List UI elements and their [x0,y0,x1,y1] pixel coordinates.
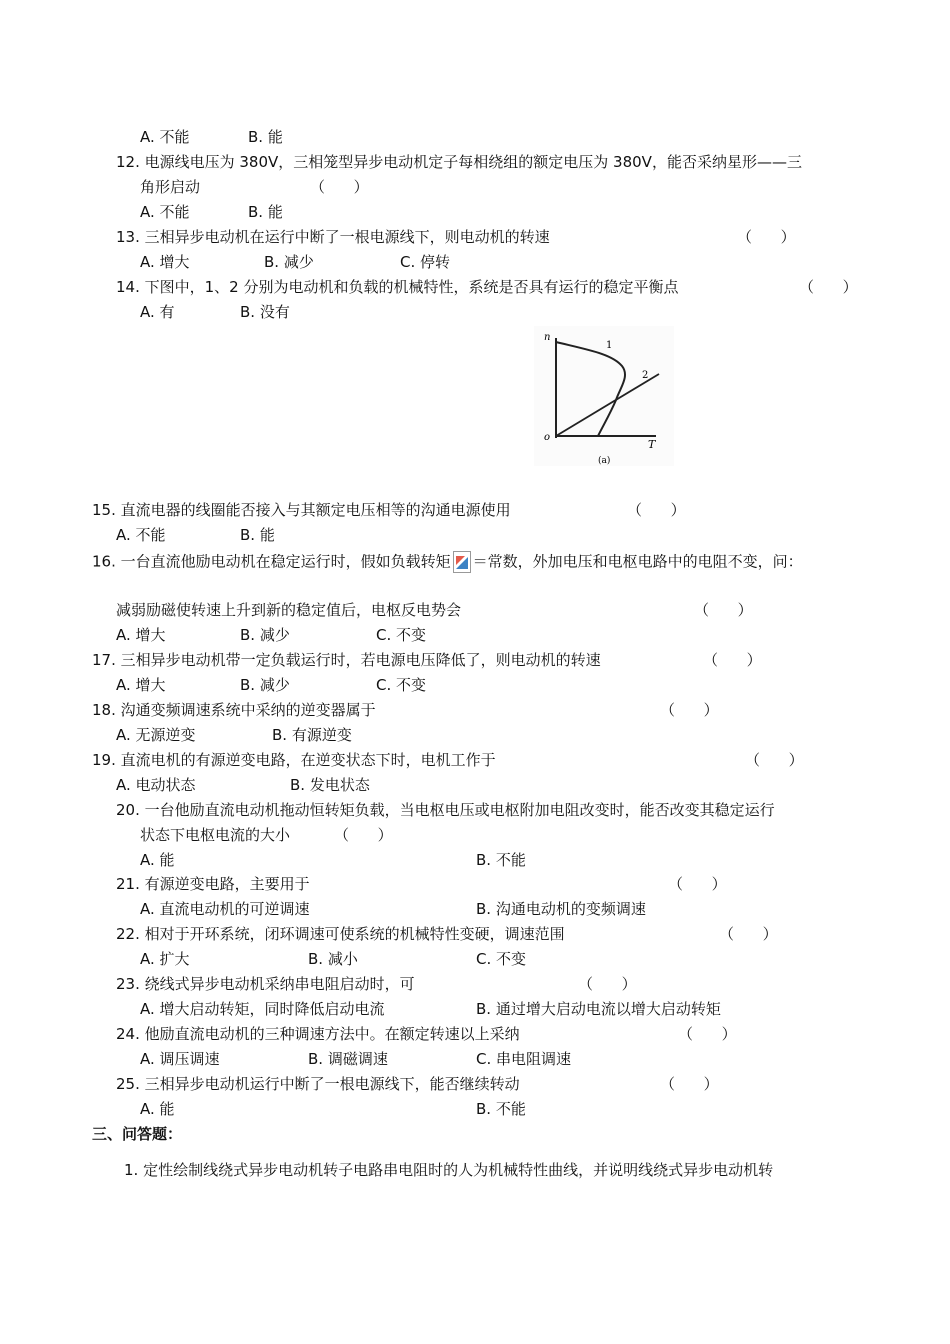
q25-option-b: B. 不能 [476,1100,526,1118]
q12-answer-blank: （ ） [310,178,369,196]
q18-answer-blank: （ ） [660,701,719,719]
origin-label: o [544,432,551,443]
q20-text-cont: 状态下电枢电流的大小 [140,826,291,844]
section-3-title: 三、问答题： [92,1125,183,1143]
q21-text: 21. 有源逆变电路，主要用于 [116,875,310,893]
q14-text: 14. 下图中，1、2 分别为电动机和负载的机械特性，系统是否具有运行的稳定平衡点 [116,278,679,296]
q19-option-b: B. 发电状态 [290,776,370,794]
q22-option-a: A. 扩大 [140,950,190,968]
q19-text: 19. 直流电机的有源逆变电路，在逆变状态下时，电机工作于 [92,751,496,769]
q18-text: 18. 沟通变频调速系统中采纳的逆变器属于 [92,701,376,719]
q14-option-a: A. 有 [140,303,175,321]
q18-option-b: B. 有源逆变 [272,726,352,744]
q21-option-a: A. 直流电动机的可逆调速 [140,900,310,918]
q15-option-a: A. 不能 [116,526,166,544]
section-3-q1-text: 1. 定性绘制线绕式异步电动机转子电路串电阻时的人为机械特性曲线，并说明线绕式异步电动机转 [124,1161,774,1179]
q20-answer-blank: （ ） [334,826,393,844]
q24-answer-blank: （ ） [678,1025,737,1043]
q16-option-b: B. 减少 [240,626,290,644]
q25-answer-blank: （ ） [660,1075,719,1093]
broken-image-icon [453,551,471,573]
q17-text: 17. 三相异步电动机带一定负载运行时，若电源电压降低了，则电动机的转速 [92,651,601,669]
q12-text: 12. 电源线电压为 380V，三相笼型异步电动机定子每相绕组的额定电压为 380V，能否采纳星形——三 [116,153,802,171]
axis-label-t: T [648,438,656,451]
q12-option-a: A. 不能 [140,203,190,221]
q20-option-a: A. 能 [140,851,175,869]
q23-answer-blank: （ ） [578,975,637,993]
q22-option-c: C. 不变 [476,950,527,968]
q21-answer-blank: （ ） [668,875,727,893]
q24-option-a: A. 调压调速 [140,1050,220,1068]
q24-option-b: B. 调磁调速 [308,1050,388,1068]
q25-text: 25. 三相异步电动机运行中断了一根电源线下，能否继续转动 [116,1075,520,1093]
q17-option-b: B. 减少 [240,676,290,694]
q23-option-a: A. 增大启动转矩，同时降低启动电流 [140,1000,385,1018]
q22-text: 22. 相对于开环系统，闭环调速可使系统的机械特性变硬，调速范围 [116,925,565,943]
q19-answer-blank: （ ） [745,751,804,769]
q18-option-a: A. 无源逆变 [116,726,196,744]
q11-option-a: A. 不能 [140,128,190,146]
q13-answer-blank: （ ） [737,228,796,246]
mechanical-characteristic-figure [534,326,674,466]
q16-text-part-a: 16. 一台直流他励电动机在稳定运行时，假如负载转矩 [92,552,451,571]
q22-answer-blank: （ ） [719,925,778,943]
q15-option-b: B. 能 [240,526,275,544]
q22-option-b: B. 减小 [308,950,358,968]
q25-option-a: A. 能 [140,1100,175,1118]
q16-option-c: C. 不变 [376,626,427,644]
q24-option-c: C. 串电阻调速 [476,1050,572,1068]
q13-option-c: C. 停转 [400,253,451,271]
q19-option-a: A. 电动状态 [116,776,196,794]
curve-label-2: 2 [642,370,649,381]
q20-text: 20. 一台他励直流电动机拖动恒转矩负载，当电枢电压或电枢附加电阻改变时，能否改变其稳定运行 [116,801,775,819]
q17-option-c: C. 不变 [376,676,427,694]
q13-option-a: A. 增大 [140,253,190,271]
q12-text-cont: 角形启动 [140,178,201,196]
q23-text: 23. 绕线式异步电动机采纳串电阻启动时，可 [116,975,415,993]
q23-option-b: B. 通过增大启动电流以增大启动转矩 [476,1000,721,1018]
q11-option-b: B. 能 [248,128,283,146]
q16-text [92,551,803,571]
q15-text: 15. 直流电器的线圈能否接入与其额定电压相等的沟通电源使用 [92,501,511,519]
q13-option-b: B. 减少 [264,253,314,271]
q20-option-b: B. 不能 [476,851,526,869]
curve-label-1: 1 [606,340,613,351]
q15-answer-blank: （ ） [627,501,686,519]
q17-answer-blank: （ ） [703,651,762,669]
q12-option-b: B. 能 [248,203,283,221]
q17-option-a: A. 增大 [116,676,166,694]
axis-label-n: n [544,332,551,343]
q16-text-part-b: ＝常数，外加电压和电枢电路中的电阻不变，问： [472,552,803,571]
q24-text: 24. 他励直流电动机的三种调速方法中。在额定转速以上采纳 [116,1025,520,1043]
q21-option-b: B. 沟通电动机的变频调速 [476,900,646,918]
q16-answer-blank: （ ） [694,601,753,619]
figure-caption: (a) [598,456,611,466]
q14-option-b: B. 没有 [240,303,290,321]
q13-text: 13. 三相异步电动机在运行中断了一根电源线下，则电动机的转速 [116,228,550,246]
q16-option-a: A. 增大 [116,626,166,644]
q16-text-cont: 减弱励磁使转速上升到新的稳定值后，电枢反电势会 [116,601,462,619]
q14-answer-blank: （ ） [799,278,858,296]
